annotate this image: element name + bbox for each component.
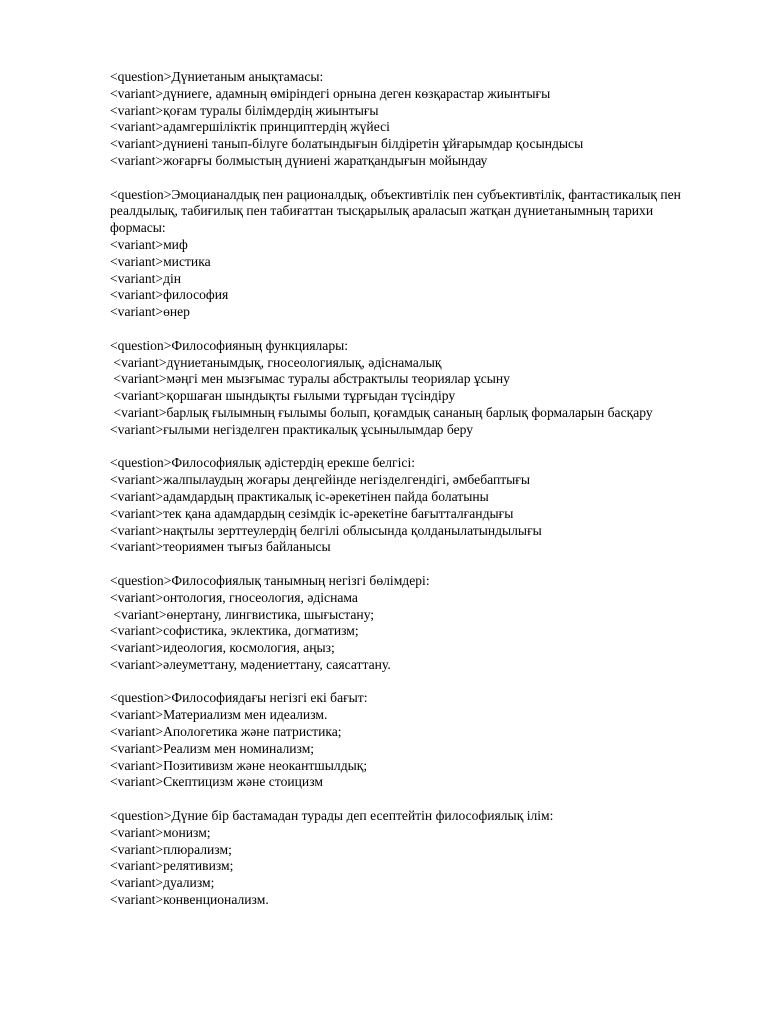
variant-line: <variant>адамгершіліктік принциптердің жүйесі: [110, 119, 390, 135]
variant-line: <variant>релятивизм;: [110, 858, 234, 874]
variant-line: <variant>әлеуметтану, мәдениеттану, саясаттану.: [110, 656, 391, 672]
variant-line: <variant>Апологетика және патристика;: [110, 724, 342, 740]
variant-line: <variant>монизм;: [110, 824, 211, 840]
variant-line: <variant>Скептицизм және стоицизм: [110, 774, 323, 790]
variant-line: <variant>Материализм мен идеализм.: [110, 707, 328, 723]
question-line: <question>Философияның функциялары:: [110, 337, 349, 353]
variant-line: <variant>өнер: [110, 304, 190, 320]
variant-line: <variant>дүниені танып-білуге болатындығын білдіретін ұйғарымдар қосындысы: [110, 136, 584, 152]
question-block-5: [110, 573, 710, 674]
variant-line: <variant>адамдардың практикалық іс-әрекетінен пайда болатыны: [110, 488, 489, 504]
variant-line: <variant>мистика: [110, 253, 211, 269]
variant-line: <variant>дін: [110, 270, 182, 286]
question-line: <question>Философиялық әдістердің ерекше белгісі:: [110, 455, 415, 471]
document-page: [110, 69, 710, 926]
question-block-3: [110, 338, 710, 439]
variant-line: <variant>Реализм мен номинализм;: [110, 740, 315, 756]
variant-line: <variant>конвенционализм.: [110, 892, 269, 908]
variant-line: <variant>жоғарғы болмыстың дүниені жаратқандығын мойындау: [110, 152, 488, 168]
variant-line: <variant>дүниеге, адамның өміріндегі орнына деген көзқарастар жиынтығы: [110, 85, 551, 101]
variant-line: <variant>өнертану, лингвистика, шығыстану;: [110, 606, 375, 622]
variant-line: <variant>идеология, космология, аңыз;: [110, 640, 335, 656]
question-block-7: [110, 808, 710, 909]
question-block-4: [110, 455, 710, 556]
question-line: <question>Эмоцианалдық пен рационалдық, объективтілік пен субъективтілік, фантастикалық пен реалдылық, табиғилық пен табиғаттан тысқарылық араласып жатқан дүниетанымның тарихи формасы:: [110, 186, 685, 236]
variant-line: <variant>плюрализм;: [110, 841, 232, 857]
variant-line: <variant>жалпылаудың жоғары деңгейінде негізделгендігі, әмбебаптығы: [110, 472, 531, 488]
question-line: <question>Философиядағы негізгі екі бағыт:: [110, 690, 368, 706]
question-line: <question>Философиялық танымның негізгі бөлімдері:: [110, 572, 430, 588]
question-block-6: [110, 690, 710, 791]
variant-line: <variant>тек қана адамдардың сезімдік іс-әрекетіне бағытталғандығы: [110, 505, 514, 521]
variant-line: <variant>мәңгі мен мызғымас туралы абстрактылы теориялар ұсыну: [110, 371, 510, 387]
variant-line: <variant>философия: [110, 287, 229, 303]
variant-line: <variant>нақтылы зерттеулердің белгілі облысында қолданылатындылығы: [110, 522, 542, 538]
question-line: <question>Дүниетаным анықтамасы:: [110, 69, 324, 84]
variant-line: <variant>теориямен тығыз байланысы: [110, 539, 331, 555]
variant-line: <variant>қоршаған шындықты ғылыми тұрғыдан түсіндіру: [110, 388, 456, 404]
question-block-1: [110, 69, 710, 170]
variant-line: <variant>барлық ғылымның ғылымы болып, қоғамдық сананың барлық формаларын басқару: [110, 404, 653, 420]
variant-line: <variant>қоғам туралы білімдердің жиынтығы: [110, 102, 379, 118]
variant-line: <variant>дүниетанымдық, гносеологиялық, әдіснамалық: [110, 354, 442, 370]
variant-line: <variant>дуализм;: [110, 875, 215, 891]
variant-line: <variant>Позитивизм және неокантшылдық;: [110, 757, 368, 773]
variant-line: <variant>онтология, гносеология, әдіснама: [110, 589, 358, 605]
question-block-2: [110, 187, 710, 321]
variant-line: <variant>софистика, эклектика, догматизм;: [110, 623, 359, 639]
variant-line: <variant>ғылыми негізделген практикалық ұсынылымдар беру: [110, 421, 474, 437]
variant-line: <variant>миф: [110, 236, 188, 252]
question-line: <question>Дүние бір бастамадан турады деп есептейтін философиялық ілім:: [110, 808, 554, 824]
